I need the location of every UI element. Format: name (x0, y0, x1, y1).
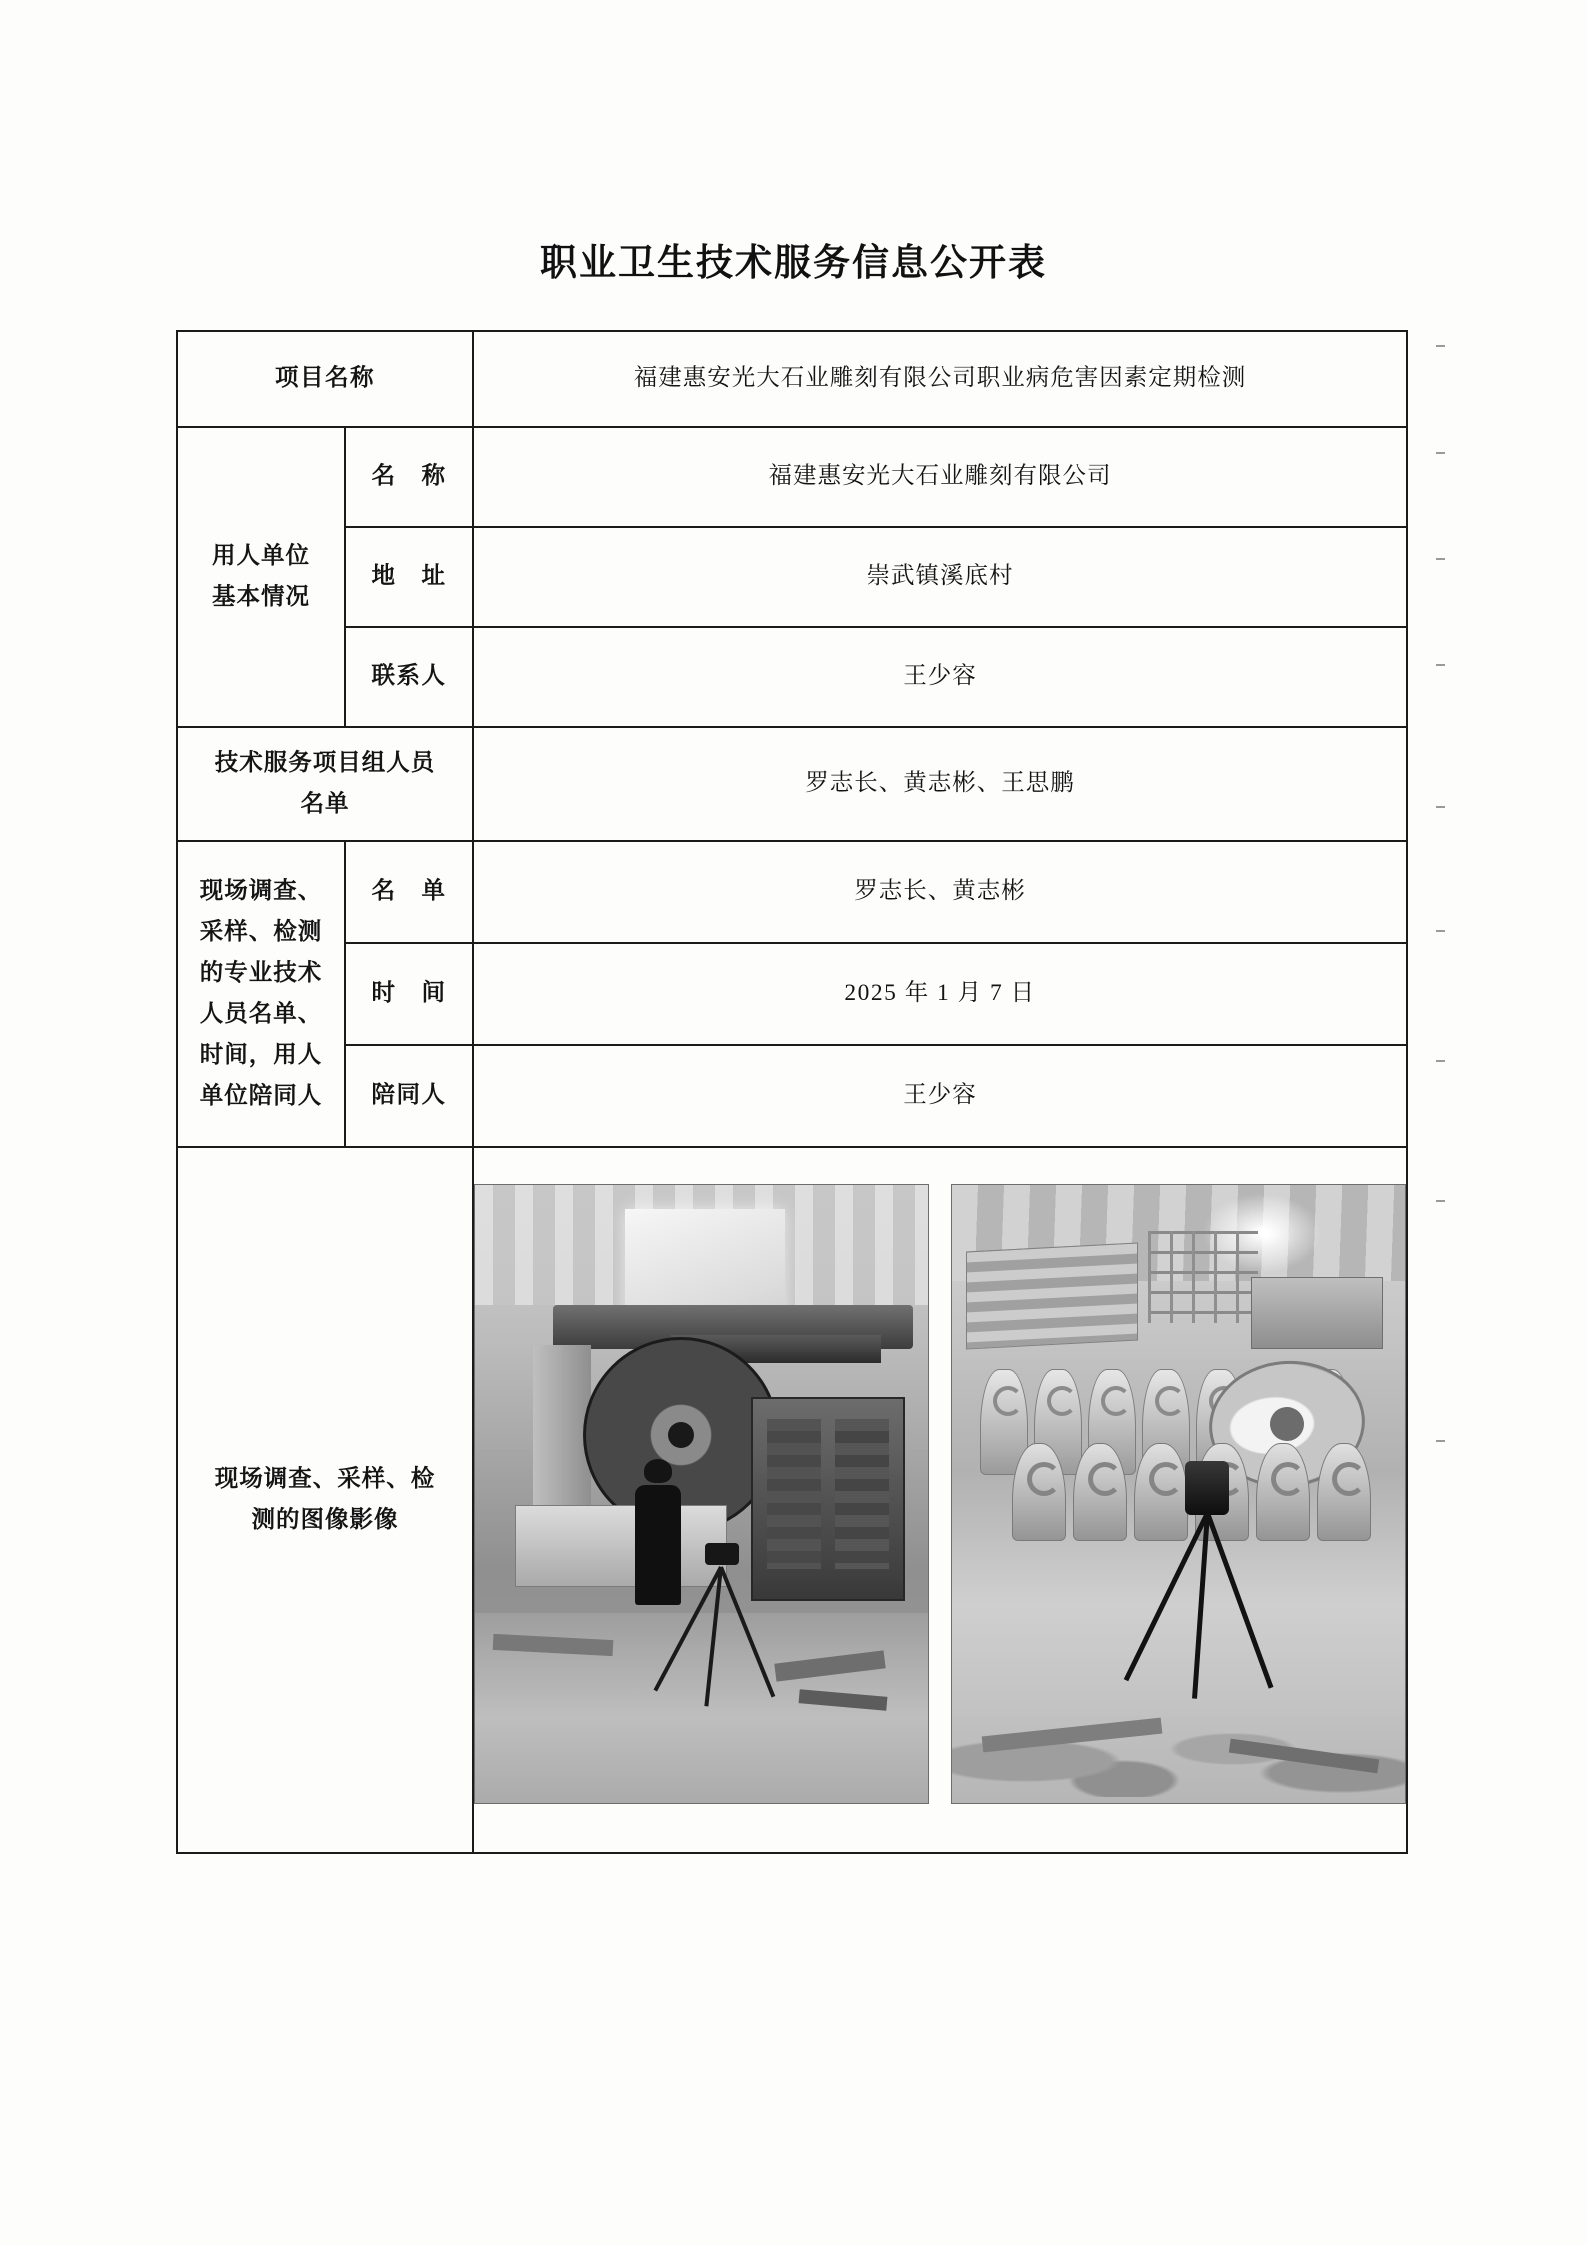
circular-saw-blade (583, 1337, 779, 1533)
cutting-machine-body (751, 1397, 905, 1601)
information-disclosure-table (176, 330, 1408, 1854)
scan-artifact (1436, 558, 1445, 560)
row-label-employer-basic-info (177, 427, 345, 727)
team-label-line-1: 技术服务项目组人员 (214, 749, 436, 776)
scan-artifact (1436, 1060, 1445, 1062)
table-row (177, 527, 1407, 627)
row-value-accompanying-person: 王少容 (473, 1045, 1407, 1147)
employer-label-line-2: 基本情况 (212, 584, 310, 610)
row-value-project-name: 福建惠安光大石业雕刻有限公司职业病危害因素定期检测 (473, 331, 1407, 427)
scan-artifact (1436, 345, 1445, 347)
survey-label-line-6: 单位陪同人 (199, 1083, 323, 1110)
survey-label-line-4: 人员名单、 (199, 1001, 323, 1027)
row-value-employer-name: 福建惠安光大石业雕刻有限公司 (473, 427, 1407, 527)
survey-label-line-1: 现场调查、 (199, 877, 323, 904)
row-value-survey-name-list: 罗志长、黄志彬 (473, 841, 1407, 943)
carved-stone-piece (1317, 1443, 1371, 1541)
row-label-accompanying-person: 陪同人 (345, 1045, 473, 1147)
scan-artifact (1436, 452, 1445, 454)
survey-label-line-3: 的专业技术 (199, 959, 323, 986)
row-label-survey-personnel (177, 841, 345, 1147)
employer-label-line-1: 用人单位 (212, 542, 310, 569)
images-label-line-1: 现场调查、采样、检 (214, 1465, 436, 1492)
scan-artifact (1436, 1440, 1445, 1442)
row-label-service-team (177, 727, 473, 841)
sampling-device-head (705, 1543, 739, 1565)
row-label-survey-time: 时 间 (345, 943, 473, 1045)
row-label-project-name: 项目名称 (177, 331, 473, 427)
tripod-leg (719, 1566, 775, 1697)
table-row (177, 727, 1407, 841)
sampling-tripod (1141, 1461, 1271, 1701)
row-label-employer-name: 名 称 (345, 427, 473, 527)
site-photo-gallery (474, 1184, 1406, 1804)
tripod-leg (1205, 1512, 1273, 1688)
stacked-boxes (1251, 1277, 1383, 1349)
row-value-site-images (473, 1147, 1407, 1853)
window-light (625, 1209, 785, 1319)
carved-stone-piece (1012, 1443, 1066, 1541)
row-label-employer-address: 地 址 (345, 527, 473, 627)
survey-label-line-5: 时间，用人 (199, 1042, 323, 1069)
table-row (177, 1045, 1407, 1147)
row-value-service-team: 罗志长、黄志彬、王思鹏 (473, 727, 1407, 841)
scan-artifact (1436, 930, 1445, 932)
scaffolding (1148, 1231, 1258, 1323)
row-value-employer-address: 崇武镇溪底村 (473, 527, 1407, 627)
photo-stone-cutting-machine (474, 1184, 929, 1804)
table-row (177, 331, 1407, 427)
table-row (177, 1147, 1407, 1853)
row-value-employer-contact: 王少容 (473, 627, 1407, 727)
row-label-site-images (177, 1147, 473, 1853)
survey-label-line-2: 采样、检测 (199, 918, 323, 945)
table-row (177, 943, 1407, 1045)
table-row (177, 427, 1407, 527)
sampling-device-head (1185, 1461, 1229, 1515)
table-row (177, 841, 1407, 943)
row-label-survey-name-list: 名 单 (345, 841, 473, 943)
scan-artifact (1436, 806, 1445, 808)
images-label-line-2: 测的图像影像 (251, 1507, 399, 1533)
carved-stone-piece (1073, 1443, 1127, 1541)
page-title: 职业卫生技术服务信息公开表 (540, 243, 1047, 284)
photo-carved-stone-yard (951, 1184, 1406, 1804)
scan-artifact (1436, 664, 1445, 666)
sampling-tripod (671, 1557, 771, 1707)
stacked-stone-slabs (966, 1242, 1138, 1349)
team-label-line-2: 名单 (300, 791, 350, 817)
table-row (177, 627, 1407, 727)
row-label-employer-contact: 联系人 (345, 627, 473, 727)
scan-artifact (1436, 1200, 1445, 1202)
row-value-survey-time: 2025 年 1 月 7 日 (473, 943, 1407, 1045)
